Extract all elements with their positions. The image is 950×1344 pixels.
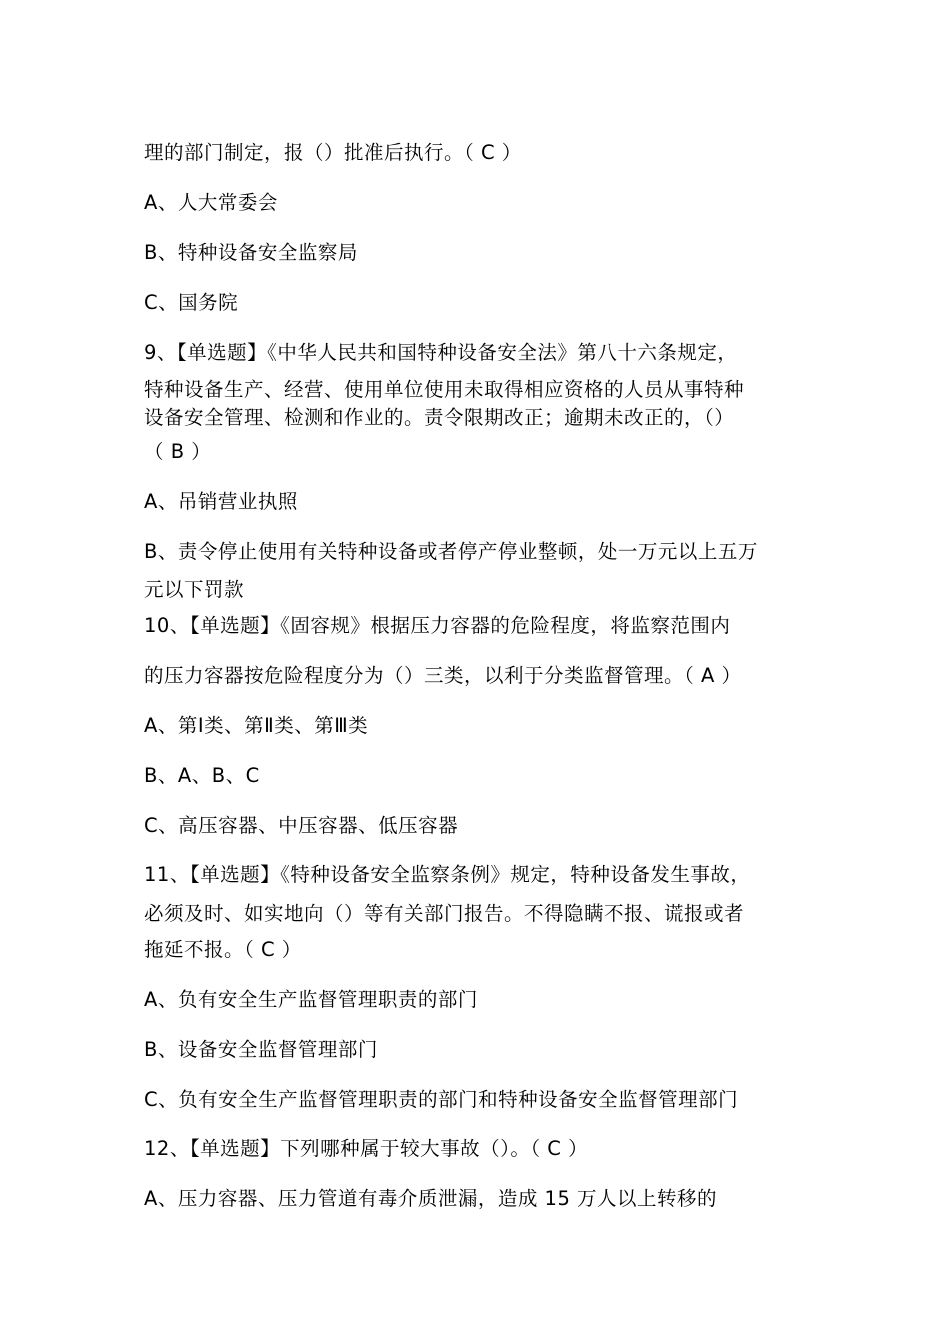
q9-option-a: A、吊销营业执照	[144, 490, 298, 513]
question-11-line-2: 必须及时、如实地向（）等有关部门报告。不得隐瞒不报、谎报或者	[144, 902, 745, 925]
question-11-line-1: 11、【单选题】《特种设备安全监察条例》规定，特种设备发生事故，	[144, 863, 751, 886]
q11-option-b: B、设备安全监督管理部门	[144, 1038, 378, 1061]
question-12-stem: 12、【单选题】下列哪种属于较大事故（）。（ C ）	[144, 1137, 589, 1160]
question-10-line-2: 的压力容器按危险程度分为（）三类，以利于分类监督管理。（ A ）	[144, 664, 742, 687]
q9-option-b-line-1: B、责令停止使用有关特种设备或者停产停业整顿，处一万元以上五万	[144, 540, 758, 563]
question-11-line-3: 拖延不报。（ C ）	[144, 938, 302, 961]
q11-option-a: A、负有安全生产监督管理职责的部门	[144, 988, 478, 1011]
q8-option-c: C、国务院	[144, 291, 239, 314]
q8-option-a: A、人大常委会	[144, 191, 278, 214]
question-8-stem-end: 理的部门制定，报（）批准后执行。（ C ）	[144, 141, 522, 164]
q10-option-a: A、第Ⅰ类、第Ⅱ类、第Ⅲ类	[144, 714, 369, 737]
question-9-line-1: 9、【单选题】《中华人民共和国特种设备安全法》第八十六条规定，	[144, 341, 738, 364]
q10-option-c: C、高压容器、中压容器、低压容器	[144, 814, 459, 837]
question-10-line-1: 10、【单选题】《固容规》根据压力容器的危险程度，将监察范围内	[144, 614, 731, 637]
q12-option-a: A、压力容器、压力管道有毒介质泄漏，造成 15 万人以上转移的	[144, 1187, 718, 1210]
q8-option-b: B、特种设备安全监察局	[144, 241, 358, 264]
question-9-line-2: 特种设备生产、经营、使用单位使用未取得相应资格的人员从事特种	[144, 378, 745, 401]
q11-option-c: C、负有安全生产监督管理职责的部门和特种设备安全监督管理部门	[144, 1088, 739, 1111]
q9-option-b-line-2: 元以下罚款	[144, 578, 245, 601]
question-9-line-3: 设备安全管理、检测和作业的。责令限期改正；逾期未改正的，（）	[144, 406, 735, 429]
q10-option-b: B、A、B、C	[144, 764, 260, 787]
question-9-answer: （ B ）	[144, 440, 212, 463]
